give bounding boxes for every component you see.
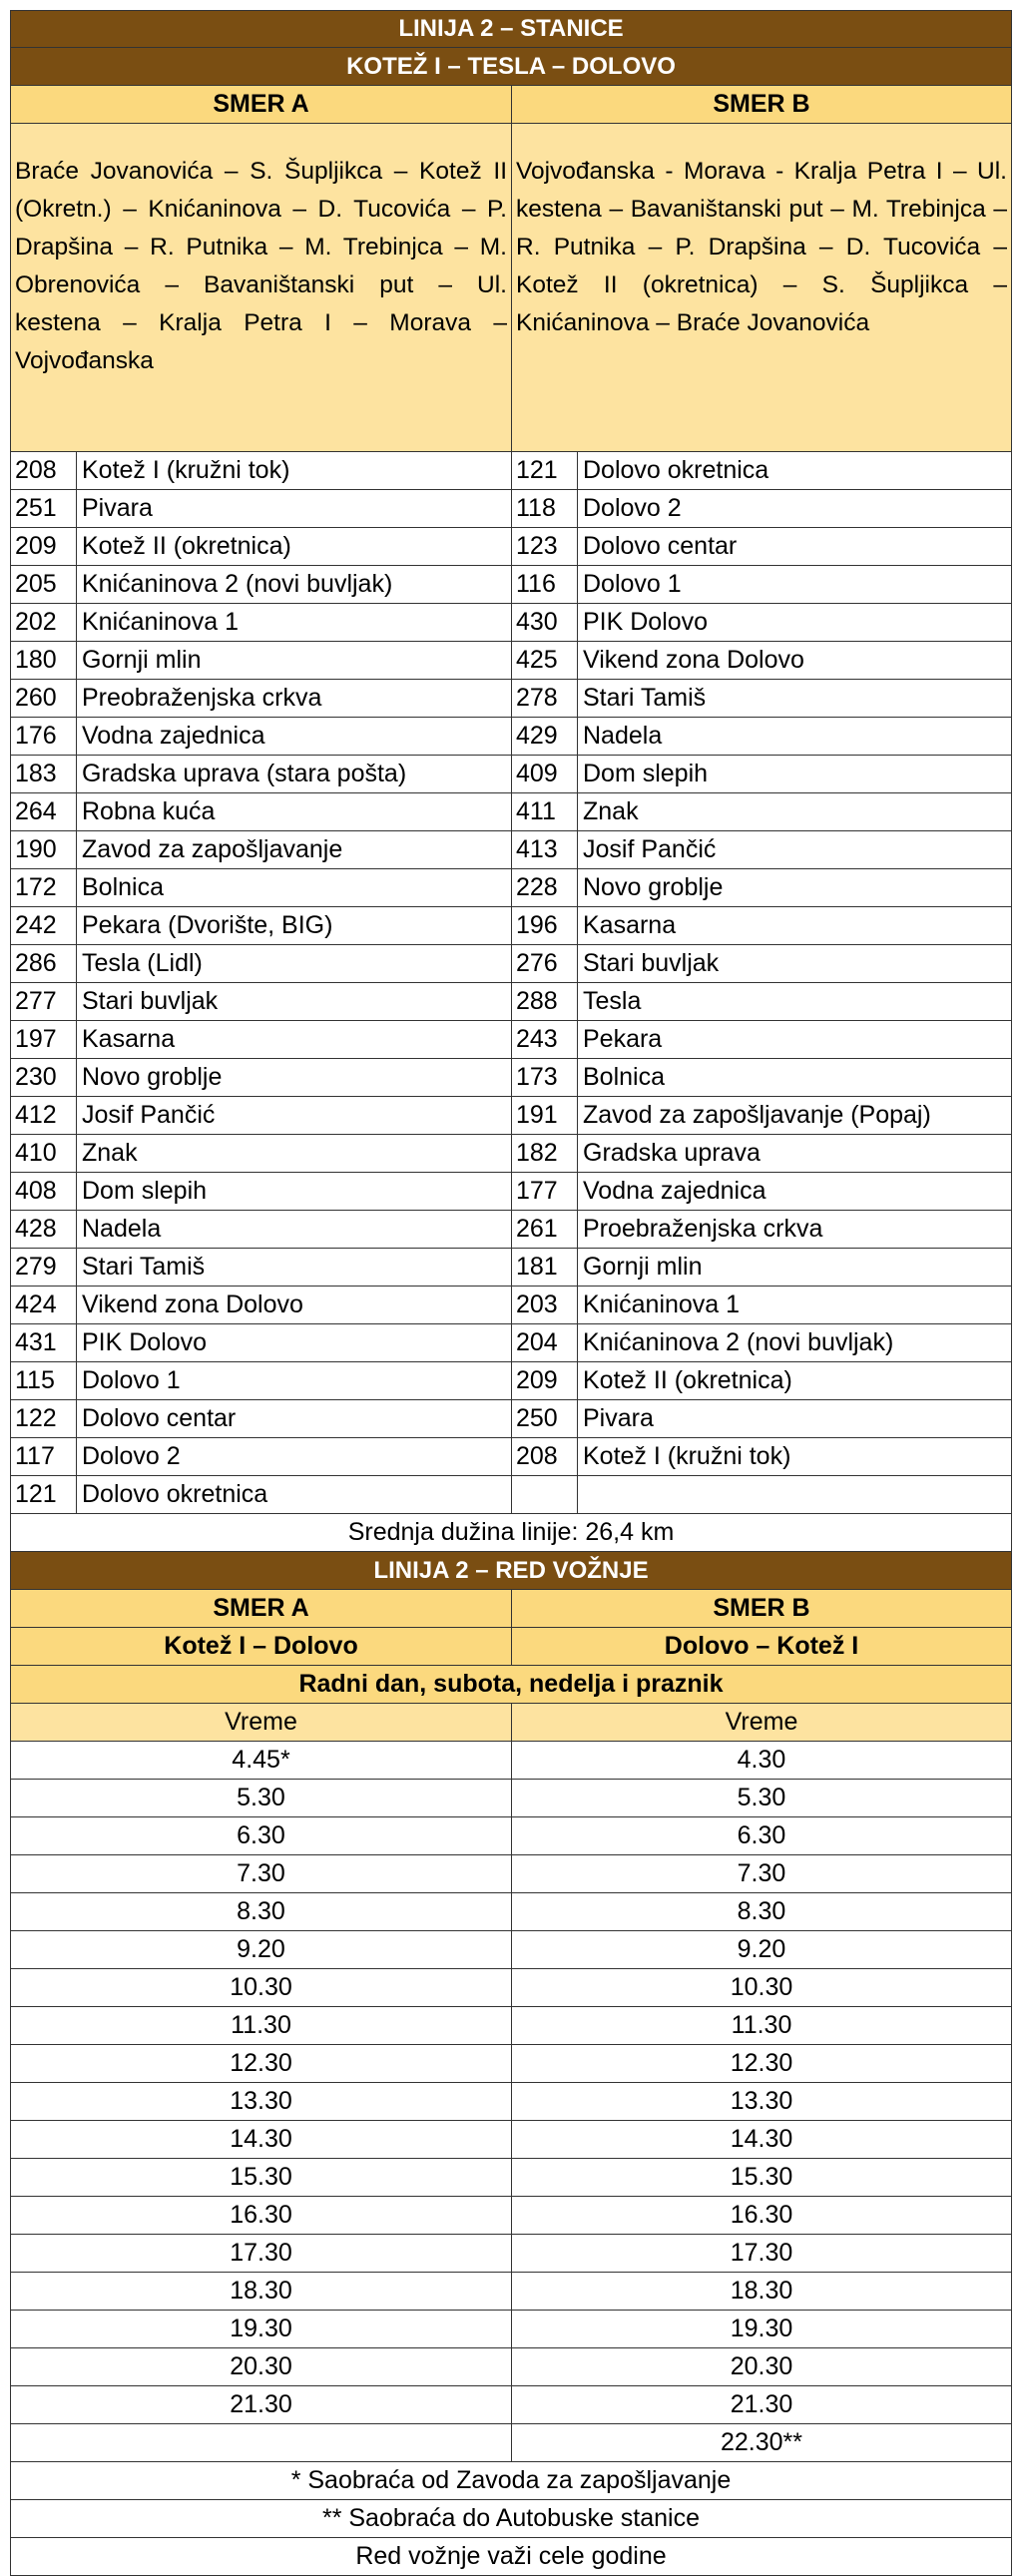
stop-cell-b: [511, 756, 1011, 792]
departure-time-b: 4.30: [511, 1742, 1011, 1779]
stop-cell-b: [511, 1211, 1011, 1248]
stop-number: 209: [11, 528, 77, 565]
departure-time-a: 15.30: [230, 2163, 292, 2191]
stop-name: Kotež I (kružni tok): [82, 456, 290, 484]
stop-number: 203: [512, 1287, 578, 1323]
stop-name: Nadela: [82, 1215, 162, 1243]
stop-number: 409: [512, 756, 578, 792]
stop-number: 242: [11, 907, 77, 944]
stop-cell-b: [511, 566, 1011, 603]
stop-name: Josif Pančić: [583, 835, 717, 863]
departure-row: [10, 1931, 1012, 1969]
stop-name: Knićaninova 1: [583, 1290, 741, 1318]
footnote-1: * Saobraća od Zavoda za zapošljavanje: [290, 2466, 732, 2494]
departure-time-a: 19.30: [230, 2315, 292, 2342]
stop-cell-a: [11, 490, 511, 527]
stop-cell-a: [11, 1173, 511, 1210]
stop-name: Pivara: [583, 1404, 654, 1432]
stop-number: 250: [512, 1400, 578, 1437]
route-title: KOTEŽ I – TESLA – DOLOVO: [346, 52, 676, 80]
stop-row: [10, 945, 1012, 983]
stop-cell-b: [511, 1097, 1011, 1134]
timetable-sheet: [10, 10, 1012, 2576]
stop-name: Bolnica: [82, 873, 164, 901]
stop-number: 121: [11, 1476, 77, 1513]
stop-name: Knićaninova 2 (novi buvljak): [583, 1328, 894, 1356]
departure-time-a: 14.30: [230, 2125, 292, 2153]
stop-cell-a: [11, 793, 511, 830]
stop-name: Vikend zona Dolovo: [583, 646, 804, 674]
stop-row: [10, 604, 1012, 642]
stop-cell-a: [11, 1476, 511, 1513]
departure-row: [10, 2424, 1012, 2462]
stop-name: Vodna zajednica: [82, 722, 265, 750]
stop-name: Kotež II (okretnica): [583, 1366, 792, 1394]
stop-number: 123: [512, 528, 578, 565]
stop-cell-b: [511, 983, 1011, 1020]
stop-row: [10, 869, 1012, 907]
stop-cell-b: [511, 831, 1011, 868]
stop-name: Gornji mlin: [82, 646, 202, 674]
stop-cell-b: [511, 452, 1011, 489]
departure-time-a: 16.30: [230, 2201, 292, 2229]
departure-time-a: 20.30: [230, 2352, 292, 2380]
departure-row: [10, 1855, 1012, 1893]
departure-row: [10, 1893, 1012, 1931]
departure-row: [10, 1969, 1012, 2007]
stop-number: 288: [512, 983, 578, 1020]
stop-cell-a: [11, 945, 511, 982]
stop-name: Znak: [583, 797, 639, 825]
departure-time-a: 4.45*: [232, 1746, 290, 1774]
stop-name: Tesla: [583, 987, 642, 1015]
departure-row: [10, 2197, 1012, 2235]
stop-number: 196: [512, 907, 578, 944]
stop-cell-a: [11, 1059, 511, 1096]
departure-time-b: 12.30: [511, 2045, 1011, 2082]
departure-time-b: 5.30: [511, 1780, 1011, 1816]
route-title-row: [10, 48, 1012, 86]
departure-time-b: 8.30: [511, 1893, 1011, 1930]
timetable-direction-a: SMER A: [213, 1594, 309, 1622]
timetable-route-a: Kotež I – Dolovo: [164, 1632, 358, 1660]
stop-name: Dolovo okretnica: [583, 456, 769, 484]
title-row: [10, 10, 1012, 48]
stop-name: Stari buvljak: [583, 949, 720, 977]
stop-number: 176: [11, 718, 77, 755]
stop-number: 425: [512, 642, 578, 679]
line-length-note: Srednja dužina linije: 26,4 km: [347, 1518, 675, 1546]
direction-b-route-text: Vojvođanska - Morava - Kralja Petra I – Ul. kestena – Bavaništanski put – M. Trebinjca – R. Putnika – P. Drapšina – D. Tucovića – Kotež II (okretnica) – S. Šupljikca – Knićaninova – Braće Jovanovića: [516, 158, 1007, 336]
stop-name: Gradska uprava (stara pošta): [82, 760, 407, 787]
stop-name: Dolovo 1: [583, 570, 682, 598]
time-header-row: [10, 1704, 1012, 1742]
stop-cell-a: [11, 756, 511, 792]
stop-cell-a: [11, 869, 511, 906]
departure-row: [10, 2348, 1012, 2386]
stop-name: Vodna zajednica: [583, 1177, 766, 1205]
stop-number: [512, 1476, 578, 1513]
timetable-route-b: Dolovo – Kotež I: [511, 1628, 1011, 1665]
direction-a-route-text: Braće Jovanovića – S. Šupljikca – Kotež II (Okretn.) – Knićaninova – D. Tucovića – P. Drapšina – R. Putnika – M. Trebinjca – M. Obrenovića – Bavaništanski put – Ul. kestena – Kralja Petra I – Morava – Vojvođanska: [15, 158, 507, 374]
stop-cell-a: [11, 452, 511, 489]
stop-cell-a: [11, 1211, 511, 1248]
departure-time-b: 15.30: [511, 2159, 1011, 2196]
stop-number: 182: [512, 1135, 578, 1172]
departure-time-b: 11.30: [511, 2007, 1011, 2044]
stop-number: 260: [11, 680, 77, 717]
stop-row: [10, 1059, 1012, 1097]
time-header-b: Vreme: [511, 1704, 1011, 1741]
stop-row: [10, 793, 1012, 831]
stop-cell-b: [511, 642, 1011, 679]
departure-time-b: 20.30: [511, 2348, 1011, 2385]
stop-number: 122: [11, 1400, 77, 1437]
departure-row: [10, 1780, 1012, 1817]
stop-name: Vikend zona Dolovo: [82, 1290, 303, 1318]
departure-time-a: 8.30: [237, 1897, 285, 1925]
stop-cell-b: [511, 490, 1011, 527]
stop-number: 204: [512, 1324, 578, 1361]
departure-time-b: 17.30: [511, 2235, 1011, 2272]
stop-row: [10, 983, 1012, 1021]
stop-cell-b: [511, 1059, 1011, 1096]
stop-number: 428: [11, 1211, 77, 1248]
stop-number: 230: [11, 1059, 77, 1096]
stop-number: 410: [11, 1135, 77, 1172]
stop-name: Tesla (Lidl): [82, 949, 203, 977]
stop-number: 286: [11, 945, 77, 982]
stop-number: 205: [11, 566, 77, 603]
departure-row: [10, 2273, 1012, 2311]
footnote-row-2: [10, 2500, 1012, 2538]
stop-name: Dolovo 1: [82, 1366, 181, 1394]
stop-row: [10, 1287, 1012, 1324]
departure-row: [10, 2159, 1012, 2197]
stop-name: Stari buvljak: [82, 987, 219, 1015]
stop-cell-b: [511, 718, 1011, 755]
departure-time-a: 9.20: [237, 1935, 285, 1963]
stop-row: [10, 528, 1012, 566]
stop-row: [10, 1249, 1012, 1287]
stop-name: Knićaninova 1: [82, 608, 240, 636]
stop-cell-a: [11, 983, 511, 1020]
stop-cell-b: [511, 1400, 1011, 1437]
stop-row: [10, 642, 1012, 680]
stop-cell-a: [11, 1097, 511, 1134]
stop-cell-a: [11, 831, 511, 868]
departure-row: [10, 2121, 1012, 2159]
footnote-2: ** Saobraća do Autobuske stanice: [321, 2504, 701, 2532]
stop-name: Kotež II (okretnica): [82, 532, 291, 560]
departure-time-b: 22.30**: [511, 2424, 1011, 2461]
stop-cell-a: [11, 1249, 511, 1286]
stop-number: 278: [512, 680, 578, 717]
stop-number: 411: [512, 793, 578, 830]
stop-number: 181: [512, 1249, 578, 1286]
stop-name: Gornji mlin: [583, 1253, 703, 1281]
departure-row: [10, 2045, 1012, 2083]
footnote-row-1: [10, 2462, 1012, 2500]
validity-row: [10, 2538, 1012, 2576]
stop-number: 243: [512, 1021, 578, 1058]
stop-row: [10, 566, 1012, 604]
route-description-row: [10, 124, 1012, 452]
timetable-direction-row: [10, 1590, 1012, 1628]
stop-row: [10, 1021, 1012, 1059]
stop-name: Novo groblje: [583, 873, 724, 901]
stop-row: [10, 1135, 1012, 1173]
stop-number: 202: [11, 604, 77, 641]
departure-row: [10, 2083, 1012, 2121]
stop-number: 190: [11, 831, 77, 868]
stop-number: 197: [11, 1021, 77, 1058]
stop-row: [10, 756, 1012, 793]
stop-cell-a: [11, 907, 511, 944]
stop-row: [10, 831, 1012, 869]
departure-time-b: 16.30: [511, 2197, 1011, 2234]
departure-row: [10, 2235, 1012, 2273]
stop-name: Dolovo centar: [82, 1404, 237, 1432]
departure-row: [10, 2386, 1012, 2424]
stop-name: Dolovo 2: [583, 494, 682, 522]
stop-cell-b: [511, 1362, 1011, 1399]
stop-number: 118: [512, 490, 578, 527]
stop-name: Bolnica: [583, 1063, 665, 1091]
stop-number: 116: [512, 566, 578, 603]
stop-name: Dolovo 2: [82, 1442, 181, 1470]
stop-name: Stari Tamiš: [82, 1253, 206, 1281]
stop-cell-b: [511, 604, 1011, 641]
stop-number: 261: [512, 1211, 578, 1248]
stop-number: 408: [11, 1173, 77, 1210]
stop-name: Stari Tamiš: [583, 684, 707, 712]
stop-cell-a: [11, 566, 511, 603]
stop-cell-a: [11, 528, 511, 565]
stop-number: 180: [11, 642, 77, 679]
stop-cell-a: [11, 1135, 511, 1172]
stop-cell-b: [511, 793, 1011, 830]
departure-time-b: 21.30: [511, 2386, 1011, 2423]
stop-number: 430: [512, 604, 578, 641]
stop-row: [10, 1211, 1012, 1249]
stop-name: Kotež I (kružni tok): [583, 1442, 791, 1470]
timetable-direction-b: SMER B: [511, 1590, 1011, 1627]
stop-name: Zavod za zapošljavanje: [82, 835, 343, 863]
stop-name: Preobraženjska crkva: [82, 684, 322, 712]
stop-name: Znak: [82, 1139, 138, 1167]
departure-time-b: 13.30: [511, 2083, 1011, 2120]
departure-time-b: 19.30: [511, 2311, 1011, 2347]
stop-cell-b: [511, 869, 1011, 906]
departure-time-b: 6.30: [511, 1817, 1011, 1854]
stop-name: Pivara: [82, 494, 153, 522]
stop-number: 208: [11, 452, 77, 489]
stop-number: 173: [512, 1059, 578, 1096]
stop-cell-b: [511, 1324, 1011, 1361]
direction-b-header: SMER B: [511, 86, 1011, 123]
stop-number: 208: [512, 1438, 578, 1475]
stop-cell-b: [511, 1135, 1011, 1172]
departure-time-a: 5.30: [237, 1784, 285, 1811]
departure-time-b: 9.20: [511, 1931, 1011, 1968]
stop-number: 172: [11, 869, 77, 906]
stop-cell-a: [11, 1324, 511, 1361]
stop-cell-b: [511, 945, 1011, 982]
stop-name: PIK Dolovo: [583, 608, 709, 636]
stop-name: Proebraženjska crkva: [583, 1215, 823, 1243]
timetable-days-row: [10, 1666, 1012, 1704]
time-header-a: Vreme: [225, 1708, 297, 1736]
departure-row: [10, 2311, 1012, 2348]
stop-row: [10, 490, 1012, 528]
stop-cell-a: [11, 642, 511, 679]
stop-row: [10, 1438, 1012, 1476]
stops-table: [10, 452, 1012, 1514]
stop-number: 277: [11, 983, 77, 1020]
direction-a-route: [11, 124, 511, 451]
departure-time-b: 10.30: [511, 1969, 1011, 2006]
departure-time-a: 6.30: [237, 1821, 285, 1849]
stop-name: Kasarna: [82, 1025, 176, 1053]
stop-name: Dom slepih: [583, 760, 709, 787]
stop-cell-b: [511, 1021, 1011, 1058]
timetable-title: LINIJA 2 – RED VOŽNJE: [373, 1556, 649, 1584]
departure-times-table: [10, 1742, 1012, 2462]
stop-number: 424: [11, 1287, 77, 1323]
stop-number: 276: [512, 945, 578, 982]
stop-cell-a: [11, 718, 511, 755]
stop-name: Knićaninova 2 (novi buvljak): [82, 570, 393, 598]
stop-cell-b: [511, 528, 1011, 565]
stop-name: Nadela: [583, 722, 663, 750]
direction-a-header: SMER A: [213, 90, 309, 118]
departure-time-b: 18.30: [511, 2273, 1011, 2310]
direction-header-row: [10, 86, 1012, 124]
stop-number: 413: [512, 831, 578, 868]
stop-name: Robna kuća: [82, 797, 216, 825]
departure-row: [10, 1742, 1012, 1780]
stop-number: 177: [512, 1173, 578, 1210]
stop-number: 429: [512, 718, 578, 755]
departure-time-a: 7.30: [237, 1859, 285, 1887]
stop-number: 115: [11, 1362, 77, 1399]
stop-row: [10, 1324, 1012, 1362]
stop-row: [10, 1097, 1012, 1135]
departure-row: [10, 1817, 1012, 1855]
stop-cell-a: [11, 604, 511, 641]
stop-name: Pekara (Dvorište, BIG): [82, 911, 333, 939]
departure-time-b: 7.30: [511, 1855, 1011, 1892]
stop-number: 279: [11, 1249, 77, 1286]
stop-cell-b: [511, 907, 1011, 944]
departure-time-a: 12.30: [230, 2049, 292, 2077]
validity-note: Red vožnje važi cele godine: [355, 2542, 667, 2570]
stop-number: 431: [11, 1324, 77, 1361]
timetable-title-row: [10, 1552, 1012, 1590]
stop-cell-a: [11, 1287, 511, 1323]
stop-row: [10, 1400, 1012, 1438]
stop-name: [578, 1476, 1011, 1513]
stop-cell-a: [11, 1362, 511, 1399]
stop-cell-b: [511, 1173, 1011, 1210]
stop-cell-b: [511, 1438, 1011, 1475]
departure-time-a: 11.30: [231, 2011, 291, 2039]
departure-row: [10, 2007, 1012, 2045]
stop-number: 183: [11, 756, 77, 792]
stop-name: Dolovo okretnica: [82, 1480, 268, 1508]
stop-number: 121: [512, 452, 578, 489]
stop-number: 191: [512, 1097, 578, 1134]
stop-name: Kasarna: [583, 911, 677, 939]
stations-title: LINIJA 2 – STANICE: [398, 15, 624, 42]
stop-cell-b: [511, 1287, 1011, 1323]
stop-cell-b: [511, 1249, 1011, 1286]
stop-cell-a: [11, 1021, 511, 1058]
stop-row: [10, 1362, 1012, 1400]
departure-time-a: 18.30: [230, 2277, 292, 2305]
stop-number: 412: [11, 1097, 77, 1134]
departure-time-a: 21.30: [230, 2390, 292, 2418]
length-row: [10, 1514, 1012, 1552]
direction-b-route: [511, 124, 1011, 451]
stop-cell-a: [11, 1400, 511, 1437]
stop-number: 228: [512, 869, 578, 906]
stop-name: Dom slepih: [82, 1177, 208, 1205]
stop-number: 209: [512, 1362, 578, 1399]
stop-number: 251: [11, 490, 77, 527]
departure-time-a: 10.30: [230, 1973, 292, 2001]
operating-days: Radni dan, subota, nedelja i praznik: [298, 1670, 724, 1698]
stop-cell-a: [11, 1438, 511, 1475]
stop-number: 117: [11, 1438, 77, 1475]
stop-cell-a: [11, 680, 511, 717]
stop-row: [10, 680, 1012, 718]
stop-row: [10, 1476, 1012, 1514]
departure-time-a: 13.30: [230, 2087, 292, 2115]
stop-row: [10, 907, 1012, 945]
stop-name: Dolovo centar: [583, 532, 738, 560]
stop-name: PIK Dolovo: [82, 1328, 208, 1356]
departure-time-a: 17.30: [230, 2239, 292, 2267]
stop-row: [10, 452, 1012, 490]
stop-name: Zavod za zapošljavanje (Popaj): [583, 1101, 931, 1129]
stop-row: [10, 718, 1012, 756]
stop-name: Josif Pančić: [82, 1101, 216, 1129]
stop-name: Pekara: [583, 1025, 663, 1053]
stop-name: Novo groblje: [82, 1063, 223, 1091]
stop-row: [10, 1173, 1012, 1211]
stop-number: 264: [11, 793, 77, 830]
stop-cell-b: [511, 680, 1011, 717]
stop-cell-b: [511, 1476, 1011, 1513]
stop-name: Gradska uprava: [583, 1139, 761, 1167]
departure-time-b: 14.30: [511, 2121, 1011, 2158]
timetable-route-row: [10, 1628, 1012, 1666]
departure-time-a: [11, 2424, 511, 2461]
